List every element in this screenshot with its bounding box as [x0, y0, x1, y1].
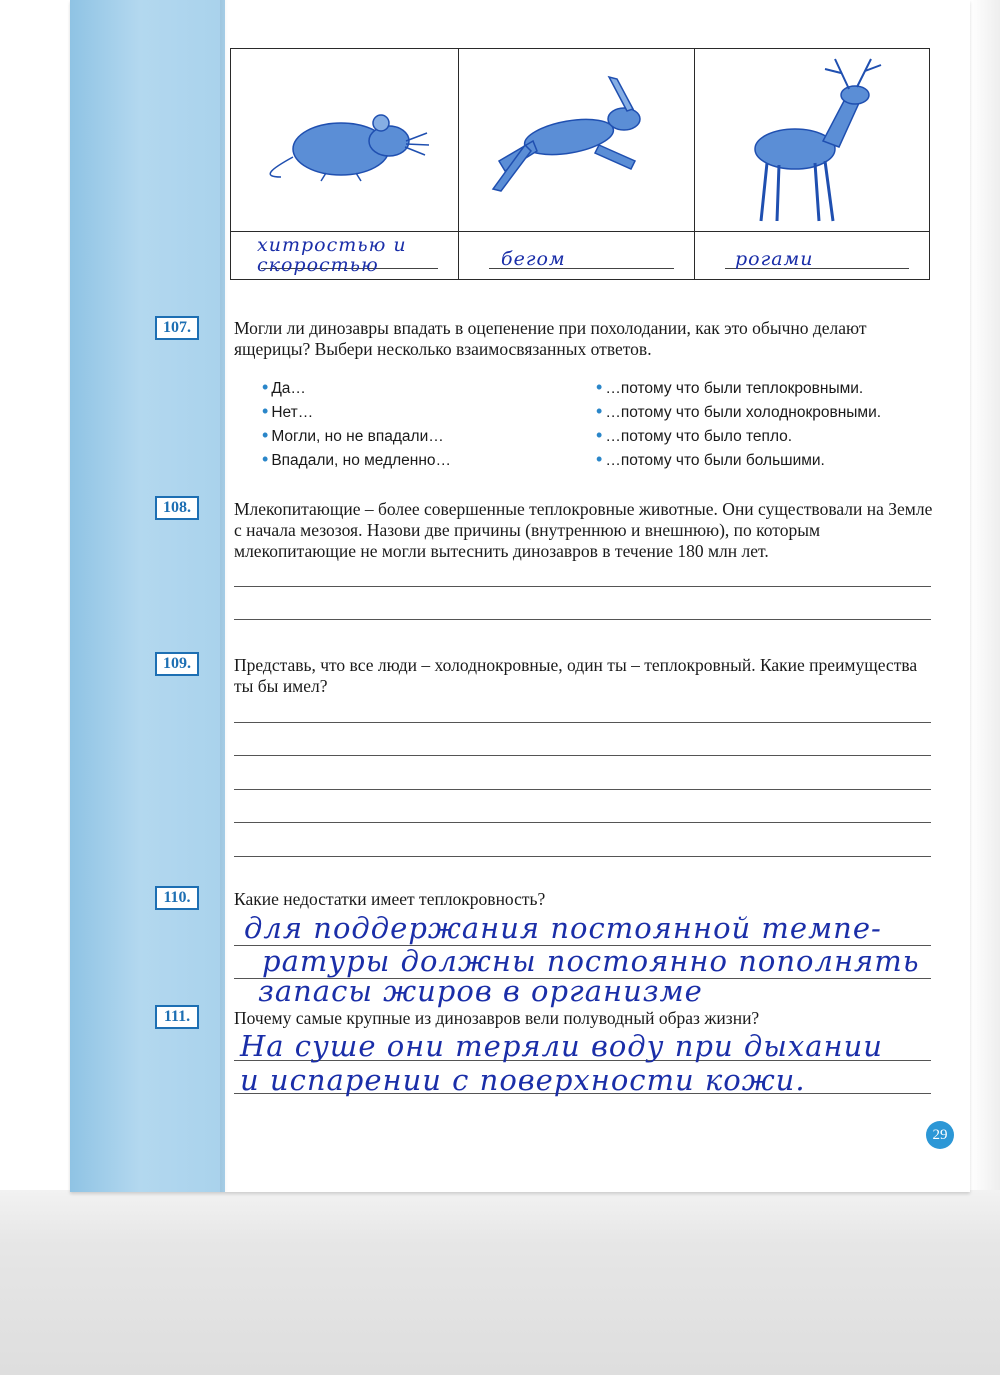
- option-left-1: • Да…: [262, 377, 306, 397]
- margin-band: [70, 0, 225, 1192]
- option-right-1: • …потому что были теплокровными.: [596, 377, 864, 397]
- mouse-illustration: [231, 49, 459, 231]
- question-number: 108.: [155, 496, 199, 520]
- table-cell-deer: [695, 49, 931, 231]
- scan-edge: [970, 0, 1000, 1190]
- option-left-2: • Нет…: [262, 401, 314, 421]
- option-left-4: • Впадали, но медленно…: [262, 449, 452, 469]
- question-number: 107.: [155, 316, 199, 340]
- option-right-2: • …потому что были холоднокровными.: [596, 401, 882, 421]
- handwritten-answer-line-3: запасы жиров в организме: [258, 974, 703, 1008]
- bullet-icon: •: [262, 425, 269, 445]
- handwritten-answer-3: рогами: [735, 248, 814, 270]
- scan-background: [0, 1190, 1000, 1375]
- table-cell-hare: [459, 49, 695, 231]
- question-text: Почему самые крупные из динозавров вели полуводный образ жизни?: [234, 1008, 760, 1028]
- handwritten-answer-line-2: и испарении с поверхности кожи.: [240, 1063, 806, 1097]
- question-text: Могли ли динозавры впадать в оцепенение при похолодании, как это обычно делают ящерицы? Выбери несколько взаимосвязанных ответов.: [234, 318, 867, 359]
- handwritten-answer-1: хитростью и скоростью: [257, 234, 407, 276]
- hare-illustration: [459, 49, 695, 231]
- table-cell-mouse: [231, 49, 459, 231]
- answer-line[interactable]: [234, 755, 931, 756]
- answer-cell-3: [695, 231, 929, 279]
- page-fold-shadow: [220, 0, 228, 1192]
- bullet-icon: •: [262, 377, 269, 397]
- bullet-icon: •: [596, 425, 603, 445]
- option-right-3: • …потому что было тепло.: [596, 425, 793, 445]
- answer-line[interactable]: [234, 586, 931, 587]
- answer-cell-1: [231, 231, 459, 279]
- option-right-4: • …потому что были большими.: [596, 449, 825, 469]
- bullet-icon: •: [596, 401, 603, 421]
- answer-line[interactable]: [234, 822, 931, 823]
- question-number: 109.: [155, 652, 199, 676]
- answer-cell-2: [459, 231, 695, 279]
- page-number: 29: [926, 1121, 954, 1149]
- deer-illustration: [695, 49, 929, 231]
- handwritten-answer-line-1: для поддержания постоянной темпе-: [244, 911, 882, 945]
- answer-line[interactable]: [234, 856, 931, 857]
- bullet-icon: •: [262, 449, 269, 469]
- handwritten-answer-2: бегом: [501, 248, 566, 270]
- handwritten-answer-line-1: На суше они теряли воду при дыхании: [240, 1029, 883, 1063]
- question-number: 110.: [155, 886, 199, 910]
- question-text: Какие недостатки имеет теплокровность?: [234, 889, 546, 909]
- question-number: 111.: [155, 1005, 199, 1029]
- bullet-icon: •: [596, 449, 603, 469]
- answer-line[interactable]: [234, 789, 931, 790]
- bullet-icon: •: [596, 377, 603, 397]
- bullet-icon: •: [262, 401, 269, 421]
- handwritten-answer-line-2: ратуры должны постоянно пополнять: [262, 944, 920, 978]
- question-text: Млекопитающие – более совершенные теплокровные животные. Они существовали на Земле с начала мезозоя. Назови две причины (внутреннюю и внешнюю), по которым млекопитающие не могли вытеснить динозавров в течение 180 млн лет.: [234, 499, 933, 561]
- answer-line[interactable]: [234, 722, 931, 723]
- animal-table: [230, 48, 930, 280]
- answer-line[interactable]: [234, 619, 931, 620]
- question-text: Представь, что все люди – холоднокровные, один ты – теплокровный. Какие преимущества ты бы имел?: [234, 655, 918, 696]
- option-left-3: • Могли, но не впадали…: [262, 425, 444, 445]
